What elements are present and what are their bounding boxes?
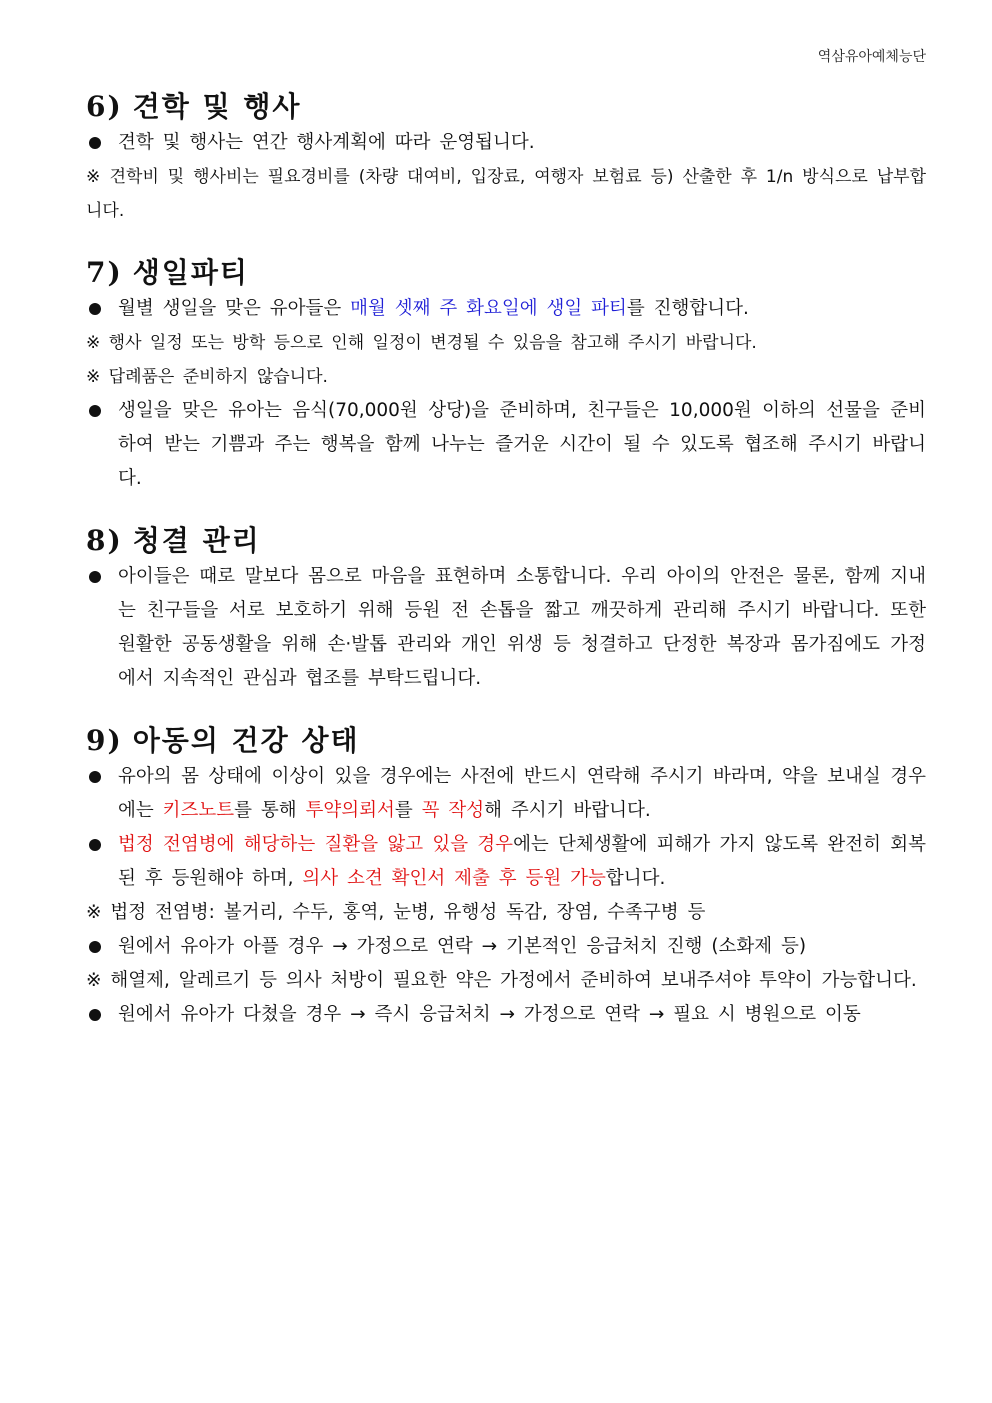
text-segment: 에는 단체생활에 피해가 가지 않도록 완전히 회복된 후 등원해야 하며, [118,834,926,889]
text-segment: 생일을 맞은 유아는 음식(70,000원 상당)을 준비하며, 친구들은 10,000원 이하의 선물을 준비하여 받는 기쁨과 주는 행복을 함께 나누는 즐거운 시간이 될 수 있도록 협조해 주시기 바랍니다. [118,400,926,489]
text-segment: ※ 견학비 및 행사비는 필요경비를 (차량 대여비, 입장료, 여행자 보험료 등) 산출한 후 1/n 방식으로 납부합니다. [86,167,926,221]
section-number: 7) [86,256,123,289]
bullet-item [86,760,926,828]
text-segment: ※ 답례품은 준비하지 않습니다. [86,367,328,387]
text-segment: 월별 생일을 맞은 유아들은 [118,298,351,319]
text-segment: 원에서 유아가 다쳤을 경우 → 즉시 응급처치 → 가정으로 연락 → 필요 시 병원으로 이동 [118,1004,861,1025]
header-org-name: 역삼유아예체능단 [817,49,926,65]
highlighted-text: 의사 소견 확인서 제출 후 등원 가능 [302,868,606,889]
section-heading [86,88,926,126]
text-segment: ※ 법정 전염병: 볼거리, 수두, 홍역, 눈병, 유행성 독감, 장염, 수족구병 등 [86,902,706,923]
section-6 [86,88,926,228]
bullet-item [86,930,926,964]
note-item [86,896,926,930]
section-number: 6) [86,90,123,123]
note-item [86,160,926,228]
text-segment: ※ 해열제, 알레르기 등 의사 처방이 필요한 약은 가정에서 준비하여 보내주셔야 투약이 가능합니다. [86,970,917,991]
highlighted-text: 투약의뢰서 [305,800,395,821]
bullet-item [86,998,926,1032]
section-title: 생일파티 [132,256,249,289]
highlighted-text: 꼭 작성 [421,800,485,821]
highlighted-text: 법정 전염병에 해당하는 질환을 앓고 있을 경우 [118,834,514,855]
section-7 [86,254,926,496]
text-segment: 를 통해 [234,800,306,821]
text-segment: 견학 및 행사는 연간 행사계획에 따라 운영됩니다. [118,132,535,153]
text-segment: 를 진행합니다. [626,298,749,319]
section-title: 아동의 건강 상태 [132,724,360,757]
highlighted-text: 키즈노트 [162,800,235,821]
text-segment: 유아의 몸 상태에 이상이 있을 경우에는 사전에 반드시 연락해 주시기 바라며, 약을 보내실 경우에는 [118,766,926,821]
section-title: 견학 및 행사 [132,90,302,123]
text-segment: 원에서 유아가 아플 경우 → 가정으로 연락 → 기본적인 응급처치 진행 (소화제 등) [118,936,807,957]
text-segment: 아이들은 때로 말보다 몸으로 마음을 표현하며 소통합니다. 우리 아이의 안전은 물론, 함께 지내는 친구들을 서로 보호하기 위해 등원 전 손톱을 짧고 깨끗하게 관리해 주시기 바랍니다. 또한 원활한 공동생활을 위해 손·발톱 관리와 개인 위생 등 청결하고 단정한 복장과 몸가짐에도 가정에서 지속적인 관심과 협조를 부탁드립니다. [118,566,926,689]
section-8 [86,522,926,696]
text-segment: 를 [394,800,422,821]
section-heading [86,522,926,560]
section-9 [86,722,926,1032]
text-segment: ※ 행사 일정 또는 방학 등으로 인해 일정이 변경될 수 있음을 참고해 주시기 바랍니다. [86,333,757,353]
note-item [86,360,926,394]
text-segment: 해 주시기 바랍니다. [484,800,651,821]
note-item [86,326,926,360]
bullet-item [86,560,926,696]
text-segment: 합니다. [605,868,666,889]
section-title: 청결 관리 [132,524,261,557]
section-number: 8) [86,524,123,557]
section-heading [86,722,926,760]
bullet-item [86,292,926,326]
highlighted-text: 매월 셋째 주 화요일에 생일 파티 [350,298,627,319]
bullet-item [86,394,926,496]
section-heading [86,254,926,292]
section-number: 9) [86,724,123,757]
bullet-item [86,126,926,160]
document-body [86,88,926,1058]
bullet-item [86,828,926,896]
note-item [86,964,926,998]
